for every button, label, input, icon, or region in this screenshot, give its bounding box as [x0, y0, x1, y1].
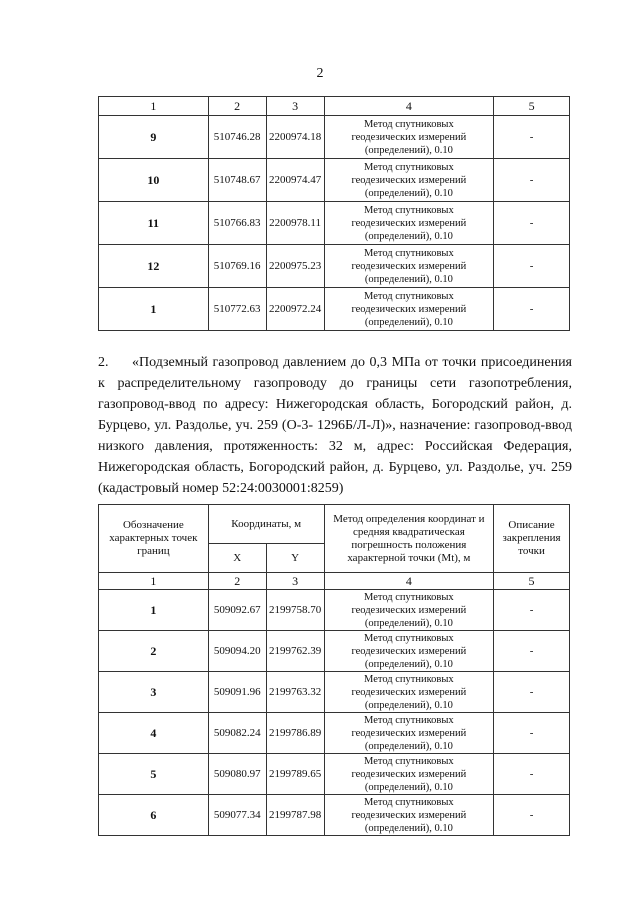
method-line: (определений), 0.10	[364, 316, 453, 328]
method-line: Метод спутниковых	[364, 290, 454, 302]
method-line: Метод спутниковых	[364, 118, 454, 130]
coord-x: 509092.67	[208, 590, 266, 631]
table-row	[99, 754, 570, 795]
point-id: 12	[99, 245, 209, 288]
coordinates-table-continued	[98, 96, 570, 331]
table-row	[99, 159, 570, 202]
method-line: Метод спутниковых	[364, 796, 454, 808]
coord-x: 509082.24	[208, 713, 266, 754]
method-line: (определений), 0.10	[364, 187, 453, 199]
description-cell: -	[494, 159, 570, 202]
column-number: 5	[494, 97, 570, 116]
method-line: (определений), 0.10	[364, 699, 453, 711]
table-numbering-row	[99, 573, 570, 590]
coord-x: 509077.34	[208, 795, 266, 836]
table-row	[99, 202, 570, 245]
paragraph-number: 2.	[98, 355, 109, 370]
point-id: 3	[99, 672, 209, 713]
column-number: 3	[266, 97, 324, 116]
coord-x: 509080.97	[208, 754, 266, 795]
coord-x: 510748.67	[208, 159, 266, 202]
table-row	[99, 245, 570, 288]
table-row	[99, 116, 570, 159]
description-cell: -	[494, 116, 570, 159]
method-line: геодезических измерений	[351, 809, 467, 821]
method-line: Метод спутниковых	[364, 247, 454, 259]
coord-y: 2200978.11	[266, 202, 324, 245]
method-line: геодезических измерений	[351, 131, 467, 143]
table-row	[99, 631, 570, 672]
coordinates-table	[98, 504, 570, 836]
method-line: геодезических измерений	[351, 768, 467, 780]
column-number: 1	[99, 573, 209, 590]
method-cell	[324, 713, 493, 754]
method-line: геодезических измерений	[351, 686, 467, 698]
object-description	[98, 352, 572, 499]
description-cell: -	[494, 245, 570, 288]
method-line: Метод спутниковых	[364, 673, 454, 685]
coord-y: 2200974.18	[266, 116, 324, 159]
coord-x: 510769.16	[208, 245, 266, 288]
point-id: 1	[99, 590, 209, 631]
method-line: (определений), 0.10	[364, 617, 453, 629]
description-cell: -	[494, 288, 570, 331]
method-line: (определений), 0.10	[364, 740, 453, 752]
header-x: X	[208, 544, 266, 573]
method-cell	[324, 159, 494, 202]
column-number: 2	[208, 97, 266, 116]
method-line: Метод спутниковых	[364, 632, 454, 644]
column-number: 5	[494, 573, 570, 590]
method-cell	[324, 288, 494, 331]
method-line: (определений), 0.10	[364, 822, 453, 834]
column-number: 4	[324, 97, 494, 116]
coord-y: 2200974.47	[266, 159, 324, 202]
paragraph-text: «Подземный газопровод давлением до 0,3 МПа от точки присоединения к распределительному газопроводу до границы сети газопотребления, газопровод-ввод по адресу: Нижегородская область, Богородский район, д. Бурцево, ул. Раздолье, уч. 259 (О-3- 1296Б/Л-Л)», назначение: газопровод-ввод низкого давления, протяженность: 32 м, адрес: Российская Федерация, Нижегородская область, Богородский район, д. Бурцево, ул. Раздолье, уч. 259 (кадастровый номер 52:24:0030001:8259)	[98, 355, 572, 496]
method-cell	[324, 754, 493, 795]
description-cell: -	[494, 795, 570, 836]
description-cell: -	[494, 672, 570, 713]
coord-y: 2200975.23	[266, 245, 324, 288]
coord-y: 2199786.89	[266, 713, 324, 754]
method-line: Метод спутниковых	[364, 755, 454, 767]
method-line: геодезических измерений	[351, 174, 467, 186]
column-number: 2	[208, 573, 266, 590]
column-number: 1	[99, 97, 209, 116]
coord-y: 2199787.98	[266, 795, 324, 836]
method-line: (определений), 0.10	[364, 273, 453, 285]
coord-x: 509091.96	[208, 672, 266, 713]
method-line: геодезических измерений	[351, 645, 467, 657]
description-cell: -	[494, 202, 570, 245]
point-id: 6	[99, 795, 209, 836]
table-row	[99, 590, 570, 631]
method-cell	[324, 202, 494, 245]
method-cell	[324, 631, 493, 672]
point-id: 2	[99, 631, 209, 672]
description-cell: -	[494, 713, 570, 754]
method-line: геодезических измерений	[351, 727, 467, 739]
coord-x: 510766.83	[208, 202, 266, 245]
description-cell: -	[494, 590, 570, 631]
table-row	[99, 795, 570, 836]
method-line: (определений), 0.10	[364, 658, 453, 670]
description-cell: -	[494, 631, 570, 672]
coord-y: 2199789.65	[266, 754, 324, 795]
method-line: геодезических измерений	[351, 260, 467, 272]
column-number: 3	[266, 573, 324, 590]
table-header-row	[99, 97, 570, 116]
point-id: 1	[99, 288, 209, 331]
coord-y: 2200972.24	[266, 288, 324, 331]
point-id: 5	[99, 754, 209, 795]
table-row	[99, 288, 570, 331]
coord-y: 2199762.39	[266, 631, 324, 672]
coord-x: 510746.28	[208, 116, 266, 159]
method-line: Метод спутниковых	[364, 161, 454, 173]
header-method: Метод определения координат и средняя квадратическая погрешность положения характерной точки (Mt), м	[324, 505, 493, 573]
coord-y: 2199758.70	[266, 590, 324, 631]
method-cell	[324, 672, 493, 713]
description-cell: -	[494, 754, 570, 795]
method-cell	[324, 590, 493, 631]
method-cell	[324, 245, 494, 288]
method-cell	[324, 116, 494, 159]
point-id: 9	[99, 116, 209, 159]
header-description: Описание закрепления точки	[494, 505, 570, 573]
method-line: геодезических измерений	[351, 303, 467, 315]
coord-y: 2199763.32	[266, 672, 324, 713]
column-number: 4	[324, 573, 493, 590]
point-id: 10	[99, 159, 209, 202]
method-line: Метод спутниковых	[364, 204, 454, 216]
header-designation: Обозначение характерных точек границ	[99, 505, 209, 573]
header-y: Y	[266, 544, 324, 573]
method-line: (определений), 0.10	[364, 230, 453, 242]
point-id: 4	[99, 713, 209, 754]
coord-x: 510772.63	[208, 288, 266, 331]
coord-x: 509094.20	[208, 631, 266, 672]
page-number: 2	[316, 66, 324, 81]
point-id: 11	[99, 202, 209, 245]
table-header-row	[99, 505, 570, 544]
method-line: геодезических измерений	[351, 217, 467, 229]
method-line: (определений), 0.10	[364, 144, 453, 156]
method-line: Метод спутниковых	[364, 591, 454, 603]
method-line: Метод спутниковых	[364, 714, 454, 726]
method-cell	[324, 795, 493, 836]
table-row	[99, 713, 570, 754]
method-line: геодезических измерений	[351, 604, 467, 616]
table-row	[99, 672, 570, 713]
header-coords: Координаты, м	[208, 505, 324, 544]
method-line: (определений), 0.10	[364, 781, 453, 793]
